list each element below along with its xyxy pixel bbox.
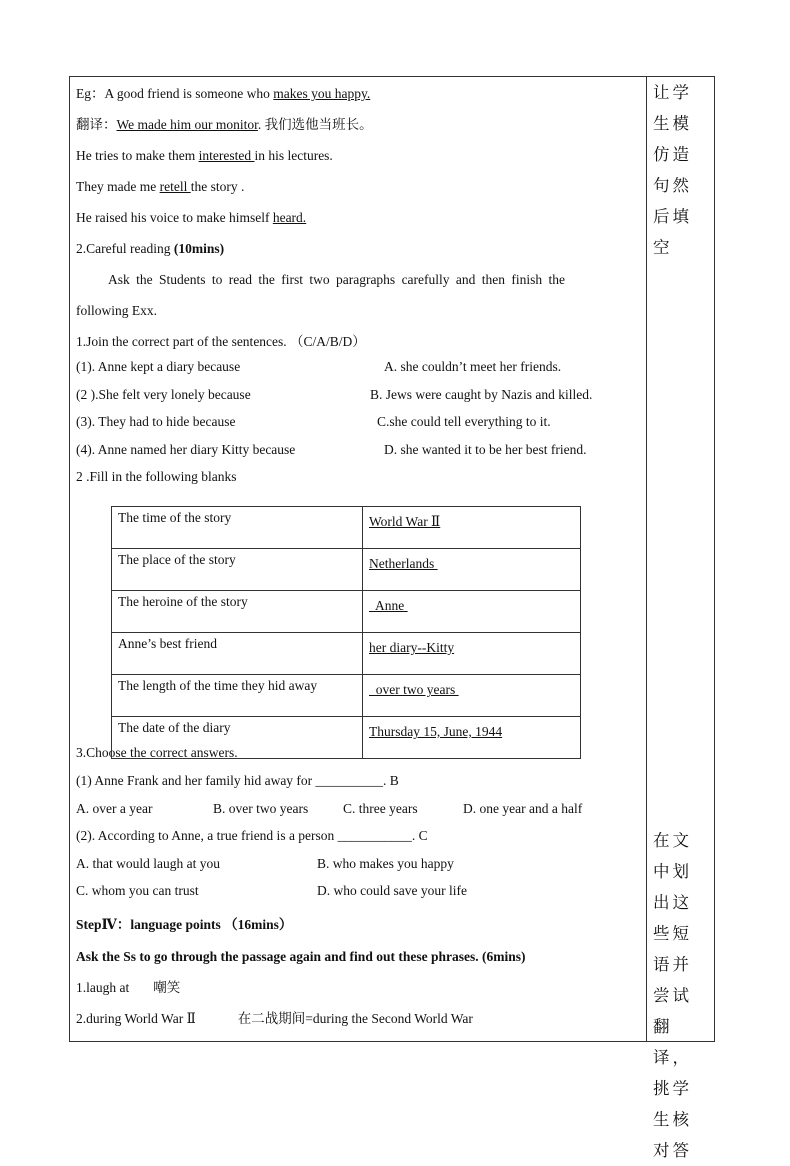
step-heading: StepⅣ：language points （16mins） bbox=[76, 917, 293, 932]
careful-instruction: Ask the Students to read the first two paragraphs carefully and then finish the bbox=[108, 272, 566, 287]
q2-option-c: C. whom you can trust bbox=[76, 883, 199, 898]
match-right-3: C.she could tell everything to it. bbox=[377, 414, 551, 429]
careful-instruction-cont: following Exx. bbox=[76, 303, 157, 318]
phrase-2: 2.during World War Ⅱ 在二战期间=during the Second World War bbox=[76, 1011, 473, 1026]
eg-answer: makes you happy. bbox=[273, 86, 371, 101]
question-1: (1) Anne Frank and her family hid away for __________. B bbox=[76, 773, 399, 788]
sentence-1: He tries to make them interested in his lectures. bbox=[76, 148, 333, 163]
eg-line: Eg：A good friend is someone who makes you happy. bbox=[76, 86, 371, 101]
table-row: The place of the story Netherlands bbox=[112, 549, 581, 591]
translate-answer: We made him our monitor bbox=[116, 117, 258, 132]
match-left-3: (3). They had to hide because bbox=[76, 414, 236, 429]
match-title: 1.Join the correct part of the sentences. （C/A/B/D） bbox=[76, 334, 366, 349]
q2-option-b: B. who makes you happy bbox=[317, 856, 454, 871]
fill-table bbox=[111, 506, 581, 759]
q1-option-b: B. over two years bbox=[213, 801, 309, 816]
match-left-4: (4). Anne named her diary Kitty because bbox=[76, 442, 296, 457]
q2-option-d: D. who could save your life bbox=[317, 883, 467, 898]
q1-option-d: D. one year and a half bbox=[463, 801, 583, 816]
table-row: The time of the story World War Ⅱ bbox=[112, 507, 581, 549]
choose-title: 3.Choose the correct answers. bbox=[76, 745, 238, 760]
match-right-2: B. Jews were caught by Nazis and killed. bbox=[370, 387, 593, 402]
sentence-3: He raised his voice to make himself heard. bbox=[76, 210, 307, 225]
table-row: Anne’s best friend her diary--Kitty bbox=[112, 633, 581, 675]
translate-line: 翻译：We made him our monitor. 我们选他当班长。 bbox=[76, 117, 373, 132]
q1-option-c: C. three years bbox=[343, 801, 418, 816]
question-2: (2). According to Anne, a true friend is a person ___________. C bbox=[76, 828, 428, 843]
column-divider bbox=[646, 77, 647, 1041]
step-instruction: Ask the Ss to go through the passage again and find out these phrases. (6mins) bbox=[76, 949, 526, 964]
match-left-1: (1). Anne kept a diary because bbox=[76, 359, 241, 374]
side-note-imitate: 让学生模仿造句然后填空 bbox=[653, 83, 692, 257]
q2-option-a: A. that would laugh at you bbox=[76, 856, 220, 871]
q1-option-a: A. over a year bbox=[76, 801, 153, 816]
match-left-2: (2 ).She felt very lonely because bbox=[76, 387, 251, 402]
phrase-1: 1.laugh at 嘲笑 bbox=[76, 980, 181, 995]
fill-title: 2 .Fill in the following blanks bbox=[76, 469, 237, 484]
match-right-4: D. she wanted it to be her best friend. bbox=[384, 442, 587, 457]
match-right-1: A. she couldn’t meet her friends. bbox=[384, 359, 562, 374]
careful-reading-heading: 2.Careful reading (10mins) bbox=[76, 241, 225, 256]
table-row: The heroine of the story Anne bbox=[112, 591, 581, 633]
sentence-2: They made me retell the story . bbox=[76, 179, 245, 194]
table-row: The length of the time they hid away over two years bbox=[112, 675, 581, 717]
table-row: The date of the diary Thursday 15, June, 1944 bbox=[112, 717, 581, 759]
side-note-phrases: 在文中划出这些短语并尝试翻译，挑学生核对答 bbox=[653, 831, 692, 1160]
